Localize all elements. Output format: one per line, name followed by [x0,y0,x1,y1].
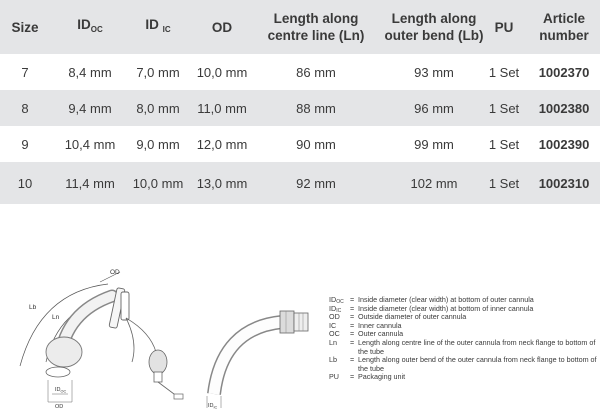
cell-od: 10,0 mm [196,64,248,80]
legend-item: $ID_{IC}$ = Inside diameter (clear width) at bottom of inner cannula [329,303,534,314]
header-article: Article number [539,11,589,43]
legend-item: OC = Outer cannula [329,329,404,339]
table-row [0,162,600,204]
cell-id-oc: 8,4 mm [68,64,112,80]
header-lb: Length along outer bend (Lb) [384,11,484,43]
cell-id-oc: 11,4 mm [65,175,115,191]
header-pu: PU [494,19,514,35]
cell-pu: 1 Set [488,175,520,191]
cell-size: 9 [21,136,29,152]
cell-id-oc: 9,4 mm [68,100,112,116]
label-od-bottom: OD [55,404,64,409]
cell-pu: 1 Set [488,100,520,116]
cell-pu: 1 Set [488,64,520,80]
legend-item: OD = Outside diameter of outer cannula [329,312,467,322]
cell-lb: 99 mm [414,136,454,152]
cell-article: 1002370 [538,64,590,80]
cell-id-ic: 7,0 mm [136,64,180,80]
cell-lb: 93 mm [414,64,454,80]
header-size: Size [11,19,39,35]
label-od-top: OD [110,269,120,276]
label-lb: Lb [29,304,37,311]
legend-item: Lb = Length along outer bend of the outer cannula from neck flange to bottom of the tube [329,355,597,373]
cell-od: 11,0 mm [197,100,247,116]
cell-size: 8 [21,100,29,116]
cell-article: 1002390 [538,136,590,152]
cell-lb: 102 mm [410,175,458,191]
cell-pu: 1 Set [488,136,520,152]
tube-diagram-side [0,262,200,409]
abbreviation-legend [329,296,599,382]
cell-article: 1002380 [538,100,590,116]
tube-diagram-inner-cannula [200,290,320,409]
cell-ln: 92 mm [296,175,336,191]
table-header [0,0,600,54]
cell-article: 1002310 [538,175,590,191]
cell-size: 7 [21,64,29,80]
cell-size: 10 [17,175,33,191]
header-id-oc: $ID_{OC}$ [77,17,103,34]
label-id-ic: $ID_{IC}$ [208,403,218,409]
cell-od: 12,0 mm [196,136,248,152]
legend-item: IC = Inner cannula [329,320,402,330]
cell-id-oc: 10,4 mm [64,136,116,152]
label-id-oc: $ID_{OC}$ [55,387,67,394]
legend-item: $ID_{OC}$ = Inside diameter (clear width) at bottom of outer cannula [329,295,534,305]
table-row [0,54,600,90]
header-id-ic: ID $_{IC}$ [145,17,171,34]
cell-ln: 86 mm [296,64,336,80]
header-od: OD [211,19,233,35]
label-ln: Ln [52,314,60,321]
legend-item: Ln = Length along centre line of the outer cannula from neck flange to bottom of the tube [329,337,596,356]
cell-id-ic: 10,0 mm [132,175,184,191]
cell-ln: 88 mm [296,100,336,116]
cell-od: 13,0 mm [196,175,248,191]
cell-ln: 90 mm [296,136,336,152]
legend-item: PU = Packaging unit [329,372,406,382]
header-ln: Length along centre line (Ln) [267,11,365,43]
cell-id-ic: 9,0 mm [136,136,180,152]
table-row [0,126,600,162]
cell-lb: 96 mm [414,100,454,116]
cell-id-ic: 8,0 mm [136,100,180,116]
table-row [0,90,600,126]
